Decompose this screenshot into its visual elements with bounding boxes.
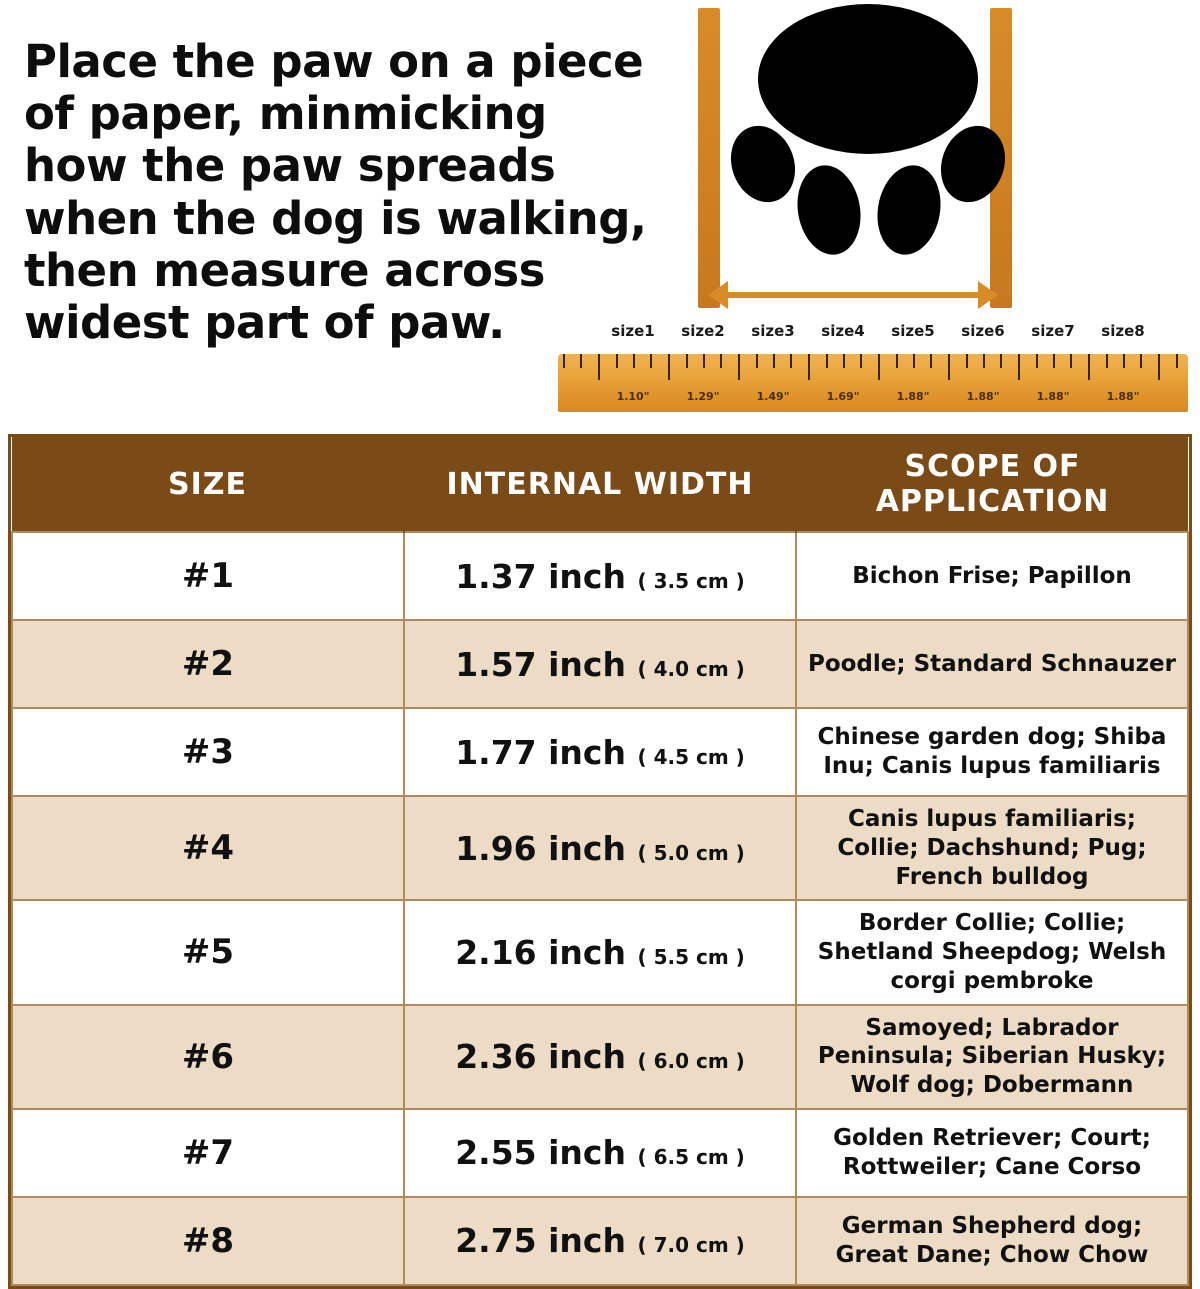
ruler-size-label-4: size4 — [821, 322, 865, 340]
cell-scope: Poodle; Standard Schnauzer — [796, 620, 1188, 708]
cell-width-cm: ( 6.5 cm ) — [637, 1145, 745, 1170]
cell-width — [404, 1005, 796, 1109]
table-header-row — [12, 437, 1188, 532]
cell-size: #4 — [12, 796, 404, 900]
cell-scope: German Shepherd dog; Great Dane; Chow Chow — [796, 1197, 1188, 1285]
ruler-inch-label-7: 1.88" — [1036, 390, 1070, 403]
cell-size: #3 — [12, 708, 404, 796]
column-header-internal-width: INTERNAL WIDTH — [404, 437, 796, 532]
table-row — [12, 708, 1188, 796]
paw-toe-pad-3-icon — [871, 160, 948, 259]
cell-scope: Border Collie; Collie; Shetland Sheepdog; Welsh corgi pembroke — [796, 900, 1188, 1004]
table-row — [12, 796, 1188, 900]
cell-scope: Golden Retriever; Court; Rottweiler; Cane Corso — [796, 1109, 1188, 1197]
ruler-size-label-6: size6 — [961, 322, 1005, 340]
cell-width-inch: 1.77 inch — [455, 732, 626, 772]
ruler-inch-label-5: 1.88" — [896, 390, 930, 403]
cell-width-cm: ( 3.5 cm ) — [637, 568, 745, 593]
ruler-size-label-3: size3 — [751, 322, 795, 340]
ruler-size-label-8: size8 — [1101, 322, 1145, 340]
cell-width-inch: 2.75 inch — [455, 1221, 626, 1261]
cell-width — [404, 532, 796, 620]
ruler-size-label-5: size5 — [891, 322, 935, 340]
ruler-body — [558, 354, 1188, 412]
ruler-size-label-7: size7 — [1031, 322, 1075, 340]
table-row — [12, 1005, 1188, 1109]
table-row — [12, 900, 1188, 1004]
cell-width-cm: ( 5.5 cm ) — [637, 944, 745, 969]
cell-scope: Chinese garden dog; Shiba Inu; Canis lupus familiaris — [796, 708, 1188, 796]
caliper-left-jaw — [698, 8, 720, 308]
cell-size: #5 — [12, 900, 404, 1004]
measurement-instruction-text: Place the paw on a piece of paper, minmicking how the paw spreads when the dog is walking, then measure across widest part of paw. — [24, 35, 647, 349]
cell-scope: Bichon Frise; Papillon — [796, 532, 1188, 620]
cell-size: #7 — [12, 1109, 404, 1197]
ruler-inch-label-3: 1.49" — [756, 390, 790, 403]
width-measure-arrow-line — [722, 292, 996, 298]
cell-size: #6 — [12, 1005, 404, 1109]
table-row — [12, 1109, 1188, 1197]
cell-size: #8 — [12, 1197, 404, 1285]
cell-width — [404, 1197, 796, 1285]
cell-width-inch: 2.55 inch — [455, 1133, 626, 1173]
cell-width-cm: ( 5.0 cm ) — [637, 840, 745, 865]
paw-diagram — [690, 0, 1050, 320]
column-header-scope: SCOPE OF APPLICATION — [796, 437, 1188, 532]
cell-width-cm: ( 4.0 cm ) — [637, 656, 745, 681]
cell-width-cm: ( 4.5 cm ) — [637, 744, 745, 769]
cell-width-inch: 1.37 inch — [455, 556, 626, 596]
cell-width-cm: ( 6.0 cm ) — [637, 1049, 745, 1074]
paw-toe-pad-2-icon — [791, 160, 868, 259]
table-row — [12, 532, 1188, 620]
paw-main-pad-icon — [758, 4, 978, 154]
ruler-diagram — [558, 322, 1188, 422]
top-illustration-section — [0, 0, 1200, 432]
ruler-size-label-1: size1 — [611, 322, 655, 340]
cell-width-inch: 2.16 inch — [455, 932, 626, 972]
cell-width — [404, 620, 796, 708]
table-row — [12, 620, 1188, 708]
width-measure-arrow-left-icon — [708, 281, 728, 309]
cell-width — [404, 900, 796, 1004]
ruler-inch-label-6: 1.88" — [966, 390, 1000, 403]
width-measure-arrow-right-icon — [978, 281, 998, 309]
ruler-inch-label-8: 1.88" — [1106, 390, 1140, 403]
ruler-inch-label-1: 1.10" — [616, 390, 650, 403]
ruler-size-label-2: size2 — [681, 322, 725, 340]
column-header-size: SIZE — [12, 437, 404, 532]
cell-width — [404, 708, 796, 796]
cell-scope: Canis lupus familiaris; Collie; Dachshund; Pug; French bulldog — [796, 796, 1188, 900]
cell-scope: Samoyed; Labrador Peninsula; Siberian Husky; Wolf dog; Dobermann — [796, 1005, 1188, 1109]
size-table — [8, 434, 1192, 1289]
cell-width-cm: ( 7.0 cm ) — [637, 1233, 745, 1258]
cell-width — [404, 796, 796, 900]
table-row — [12, 1197, 1188, 1285]
cell-width-inch: 1.96 inch — [455, 828, 626, 868]
ruler-size-labels — [558, 322, 1188, 346]
ruler-inch-label-2: 1.29" — [686, 390, 720, 403]
cell-size: #2 — [12, 620, 404, 708]
cell-width-inch: 1.57 inch — [455, 644, 626, 684]
cell-width — [404, 1109, 796, 1197]
ruler-inch-label-4: 1.69" — [826, 390, 860, 403]
cell-width-inch: 2.36 inch — [455, 1037, 626, 1077]
cell-size: #1 — [12, 532, 404, 620]
